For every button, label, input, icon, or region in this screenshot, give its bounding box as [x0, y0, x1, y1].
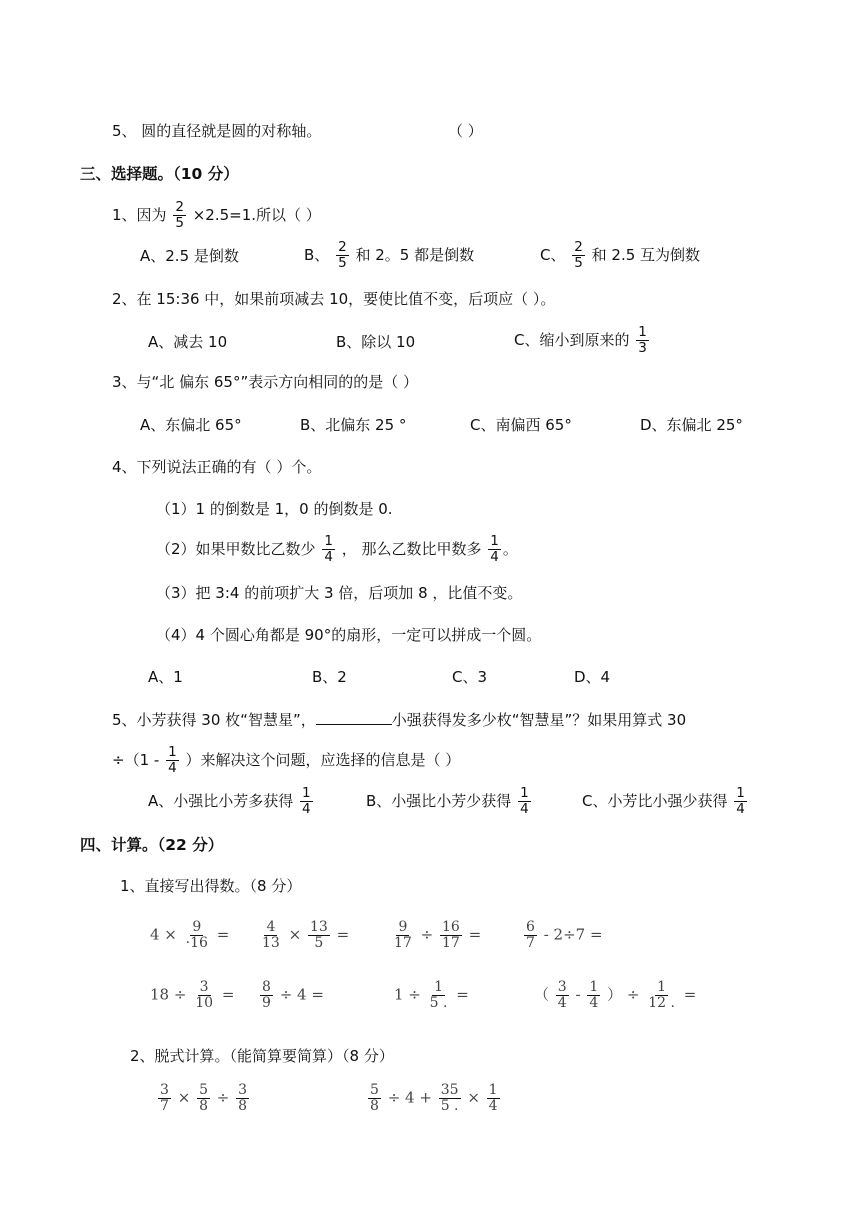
q2-option-b: B、除以 10 [336, 333, 416, 351]
numerator: 9 [398, 919, 408, 935]
q4-option-a: A、1 [148, 668, 183, 686]
numerator: 5 [370, 1082, 379, 1098]
q5-c-fraction [734, 786, 747, 817]
numerator: 2 [175, 199, 184, 215]
denominator: 4 [168, 760, 177, 776]
denominator: 13 [262, 935, 280, 951]
q1-c-fraction [572, 240, 585, 271]
q5-blank [316, 710, 392, 725]
q3-option-d: D、东偏北 25° [640, 416, 743, 434]
q3-option-c: C、南偏西 65° [470, 416, 572, 434]
q2-c-text: C、缩小到原来的 [514, 331, 630, 349]
calc-1a-fraction [184, 920, 210, 951]
denominator: ·16 [185, 935, 208, 951]
calc-1g [394, 980, 469, 1011]
calc-2a-fraction-2 [197, 1083, 210, 1114]
q4-statement-3: （3）把 3:4 的前项扩大 3 倍，后项加 8 ，比值不变。 [156, 584, 523, 602]
q1-c-post: 和 2.5 互为倒数 [591, 246, 701, 264]
q4-s2-fraction-1 [322, 534, 335, 565]
calc-1f-fraction [260, 980, 273, 1011]
q1-pre: 1、因为 [112, 206, 167, 224]
numerator: 1 [434, 979, 444, 995]
numerator: 1 [638, 324, 647, 340]
denominator: 12 . [648, 995, 675, 1011]
numerator: 1 [490, 533, 499, 549]
denominator: 5 [338, 255, 347, 271]
times: × [177, 1088, 191, 1107]
denominator: 5 . [440, 1098, 459, 1114]
numerator: 1 [520, 785, 529, 801]
numerator: 1 [324, 533, 333, 549]
calc-2a-fraction-3 [236, 1083, 249, 1114]
denominator: 10 [195, 995, 214, 1011]
q1-post: ×2.5=1.所以（ ） [192, 206, 321, 224]
q4-statement-4: （4）4 个圆心角都是 90°的扇形，一定可以拼成一个圆。 [156, 626, 542, 644]
denominator: 5 [314, 935, 324, 951]
q4-option-c: C、3 [452, 668, 488, 686]
calc-1b-fraction-1 [260, 920, 282, 951]
calc-1h-fraction-2 [587, 980, 600, 1011]
calc-1d [522, 920, 603, 951]
denominator: 5 [574, 255, 583, 271]
q5-b-text: B、小强比小芳少获得 [366, 792, 512, 810]
numerator: 9 [192, 919, 202, 935]
numerator: 13 [309, 919, 328, 935]
section-4-heading: 四、计算。（22 分） [80, 836, 224, 854]
q5-fraction [166, 745, 179, 776]
q4-statement-2 [156, 534, 518, 565]
q4-option-b: B、2 [312, 668, 347, 686]
denominator: 9 [262, 995, 271, 1011]
calc-2b-fraction-3 [487, 1083, 500, 1114]
calc-1-title: 1、直接写出得数。（8 分） [120, 877, 302, 895]
q2-c-fraction [636, 325, 649, 356]
numerator: 3 [199, 979, 209, 995]
calc-1f [258, 980, 324, 1011]
equals: = [456, 985, 469, 1004]
tf-item-5 [112, 121, 321, 141]
calc-2a [156, 1083, 251, 1114]
calc-1a-pre: 4 × [150, 925, 177, 944]
numerator: 1 [302, 785, 311, 801]
calc-1b [258, 920, 349, 951]
numerator: 1 [736, 785, 745, 801]
denominator: 4 [324, 549, 333, 565]
numerator: 4 [266, 919, 276, 935]
q4-s2-mid: ， 那么乙数比甲数多 [341, 540, 482, 558]
close-paren-divide: ） ÷ [607, 985, 640, 1004]
calc-2b-fraction-1 [368, 1083, 381, 1114]
numerator: 35 [440, 1082, 459, 1098]
q1-b-post: 和 2。5 都是倒数 [355, 246, 475, 264]
q5-option-c [582, 786, 749, 817]
q1-stem [112, 200, 321, 231]
calc-2b-mid: ÷ 4 + [387, 1088, 432, 1107]
calc-1b-fraction-2 [308, 920, 330, 951]
equals: = [683, 985, 697, 1004]
q3-option-a: A、东偏北 65° [140, 416, 242, 434]
q3-stem: 3、与“北 偏东 65°”表示方向相同的的是（ ） [112, 373, 418, 391]
q5-post: 小强获得发多少枚“智慧星”？如果用算式 30 [391, 711, 687, 729]
numerator: 1 [488, 1082, 498, 1098]
numerator: 3 [160, 1082, 169, 1098]
numerator: 5 [199, 1082, 208, 1098]
calc-1f-post: ÷ 4 = [279, 985, 324, 1004]
numerator: 8 [262, 979, 271, 995]
calc-2-title: 2、脱式计算。（能简算要简算）（8 分） [130, 1047, 394, 1065]
numerator: 3 [238, 1082, 248, 1098]
q5-l2-pre: ÷（1 - [112, 751, 160, 769]
denominator: 17 [394, 935, 412, 951]
calc-1d-fraction [524, 920, 537, 951]
numerator: 6 [526, 919, 535, 935]
q4-stem: 4、下列说法正确的有（ ）个。 [112, 458, 322, 476]
numerator: 1 [657, 979, 666, 995]
equals: = [221, 985, 235, 1004]
calc-1g-fraction [428, 980, 450, 1011]
calc-1c-fraction-1 [392, 920, 414, 951]
q1-option-a: A、2.5 是倒数 [140, 247, 239, 265]
q5-pre: 5、小芳获得 30 枚“智慧星”， [112, 711, 316, 729]
calc-1c-fraction-2 [440, 920, 462, 951]
q1-option-c [540, 240, 700, 271]
q4-statement-1: （1）1 的倒数是 1，0 的倒数是 0. [156, 500, 393, 518]
q1-fraction [173, 200, 186, 231]
numerator: 3 [557, 979, 567, 995]
q3-option-b: B、北偏东 25 ° [300, 416, 407, 434]
equals: = [468, 925, 482, 944]
q5-option-b [366, 786, 533, 817]
numerator: 1 [589, 979, 599, 995]
calc-1g-pre: 1 ÷ [394, 985, 421, 1004]
calc-1e [150, 980, 234, 1011]
denominator: 7 [526, 935, 535, 951]
denominator: 4 [557, 995, 567, 1011]
numerator: 2 [338, 239, 347, 255]
divide: ÷ [420, 925, 434, 944]
q5-stem-line-1 [112, 710, 686, 730]
denominator: 5 . [429, 995, 448, 1011]
q5-a-text: A、小强比小芳多获得 [148, 792, 294, 810]
calc-1e-pre: 18 ÷ [150, 985, 187, 1004]
q2-option-a: A、减去 10 [148, 333, 228, 351]
q5-option-a [148, 786, 315, 817]
q1-b-pre: B、 [304, 246, 330, 264]
denominator: 8 [199, 1098, 208, 1114]
denominator: 4 [520, 801, 529, 817]
numerator: 1 [168, 744, 177, 760]
q1-b-fraction [336, 240, 349, 271]
calc-1d-post: - 2÷7 = [543, 925, 603, 944]
q5-b-fraction [518, 786, 531, 817]
tf-item-5-text: 5、 圆的直径就是圆的对称轴。 [112, 122, 322, 140]
q5-l2-post: ）来解决这个问题，应选择的信息是（ ） [185, 751, 461, 769]
q1-c-pre: C、 [540, 246, 566, 264]
q4-s2-pre: （2）如果甲数比乙数少 [156, 540, 316, 558]
denominator: 4 [490, 549, 499, 565]
q4-s2-post: 。 [502, 540, 518, 558]
q4-option-d: D、4 [574, 668, 611, 686]
q4-s2-fraction-2 [488, 534, 501, 565]
calc-1a [150, 920, 229, 951]
calc-2b [366, 1083, 502, 1114]
q5-c-text: C、小芳比小强少获得 [582, 792, 728, 810]
calc-2b-fraction-2 [439, 1083, 461, 1114]
denominator: 4 [736, 801, 745, 817]
times: × [288, 925, 302, 944]
q1-option-b [304, 240, 474, 271]
minus: - [575, 985, 581, 1004]
denominator: 17 [441, 935, 460, 951]
denominator: 4 [488, 1098, 498, 1114]
denominator: 8 [238, 1098, 248, 1114]
tf-item-5-answer: （ ） [448, 122, 483, 140]
equals: = [336, 925, 350, 944]
equals: = [216, 925, 230, 944]
q2-option-c [514, 325, 651, 356]
calc-1h-fraction-3 [646, 980, 677, 1011]
calc-1h-fraction-1 [556, 980, 569, 1011]
q2-stem: 2、在 15:36 中，如果前项减去 10，要使比值不变，后项应（ ）。 [112, 290, 556, 308]
open-paren: （ [534, 985, 550, 1004]
calc-1h [534, 980, 696, 1011]
q5-stem-line-2 [112, 745, 460, 776]
q5-a-fraction [300, 786, 313, 817]
denominator: 5 [175, 215, 184, 231]
denominator: 8 [370, 1098, 379, 1114]
denominator: 3 [638, 340, 647, 356]
denominator: 4 [302, 801, 311, 817]
calc-2a-fraction-1 [158, 1083, 171, 1114]
calc-1c [390, 920, 481, 951]
calc-1e-fraction [193, 980, 215, 1011]
denominator: 7 [160, 1098, 169, 1114]
divide: ÷ [216, 1088, 230, 1107]
numerator: 16 [441, 919, 460, 935]
section-3-heading: 三、选择题。（10 分） [80, 165, 239, 183]
numerator: 2 [574, 239, 583, 255]
denominator: 4 [589, 995, 599, 1011]
times: × [467, 1088, 480, 1107]
